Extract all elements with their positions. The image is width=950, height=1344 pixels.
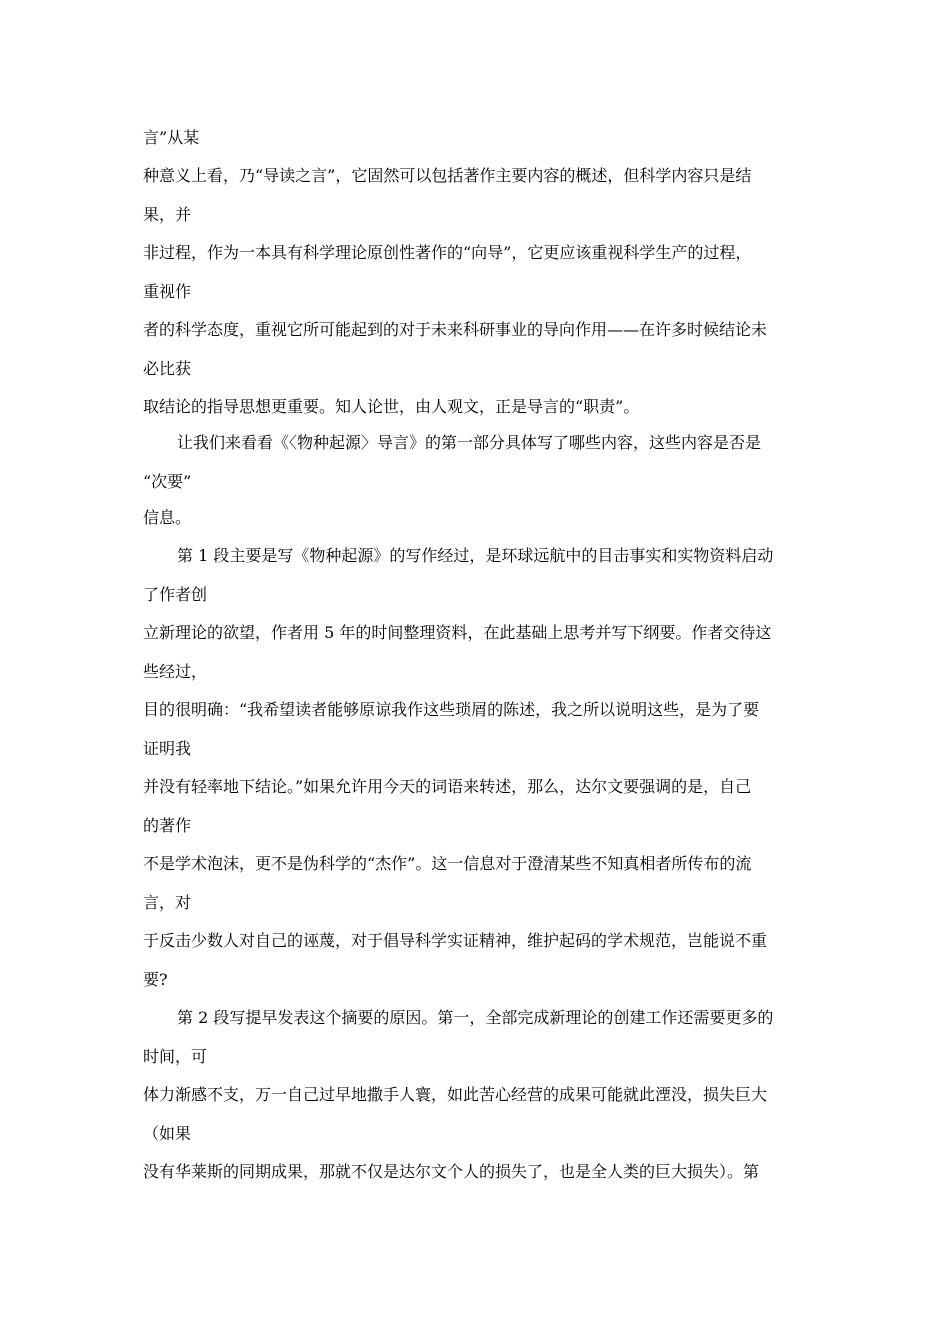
text-line: （如果 — [143, 1124, 192, 1143]
text-line: 重视作 — [143, 282, 192, 301]
text-line: 种意义上看，乃“导读之言”，它固然可以包括著作主要内容的概述，但科学内容只是结 — [143, 166, 752, 185]
text-line: 必比获 — [143, 359, 192, 378]
text-line: 目的很明确：“我希望读者能够原谅我作这些琐屑的陈述，我之所以说明这些，是为了要 — [143, 700, 760, 719]
text-line: 不是学术泡沫，更不是伪科学的“杰作”。这一信息对于澄清某些不知真相者所传布的流 — [143, 854, 752, 873]
text-line: 并没有轻率地下结论。”如果允许用今天的词语来转述，那么，达尔文要强调的是，自己 — [143, 777, 752, 796]
text-line: 非过程，作为一本具有科学理论原创性著作的“向导”，它更应该重视科学生产的过程， — [143, 243, 752, 262]
text-line: 要? — [143, 970, 168, 989]
text-line: 些经过， — [143, 662, 208, 681]
text-line: 的著作 — [143, 816, 192, 835]
paragraph-first-line: 第 2 段写提早发表这个摘要的原因。第一，全部完成新理论的创建工作还需要更多的 — [177, 1008, 774, 1027]
text-line: 者的科学态度，重视它所可能起到的对于未来科研事业的导向作用——在许多时候结论未 — [143, 320, 768, 339]
text-line: 没有华莱斯的同期成果，那就不仅是达尔文个人的损失了，也是全人类的巨大损失）。第 — [143, 1162, 760, 1181]
text-line: 言”从某 — [143, 128, 200, 147]
text-line: 证明我 — [143, 739, 192, 758]
text-line: 言，对 — [143, 893, 192, 912]
text-line: 信息。 — [143, 508, 192, 527]
text-line: 时间，可 — [143, 1047, 208, 1066]
text-line: 了作者创 — [143, 585, 208, 604]
paragraph-first-line: 第 1 段主要是写《物种起源》的写作经过，是环球远航中的目击事实和实物资料启动 — [177, 546, 774, 565]
text-line: 立新理论的欲望，作者用 5 年的时间整理资料，在此基础上思考并写下纲要。作者交待这 — [143, 623, 772, 642]
text-line: 于反击少数人对自己的诬蔑，对于倡导科学实证精神，维护起码的学术规范，岂能说不重 — [143, 931, 768, 950]
text-line: 取结论的指导思想更重要。知人论世，由人观文，正是导言的“职责”。 — [143, 397, 640, 416]
text-line: 果，并 — [143, 205, 192, 224]
text-line: 体力渐感不支，万一自己过早地撒手人寰，如此苦心经营的成果可能就此湮没，损失巨大 — [143, 1085, 768, 1104]
text-line: “次要” — [143, 472, 192, 491]
paragraph-first-line: 让我们来看看《〈物种起源〉导言》的第一部分具体写了哪些内容，这些内容是否是 — [177, 433, 762, 452]
